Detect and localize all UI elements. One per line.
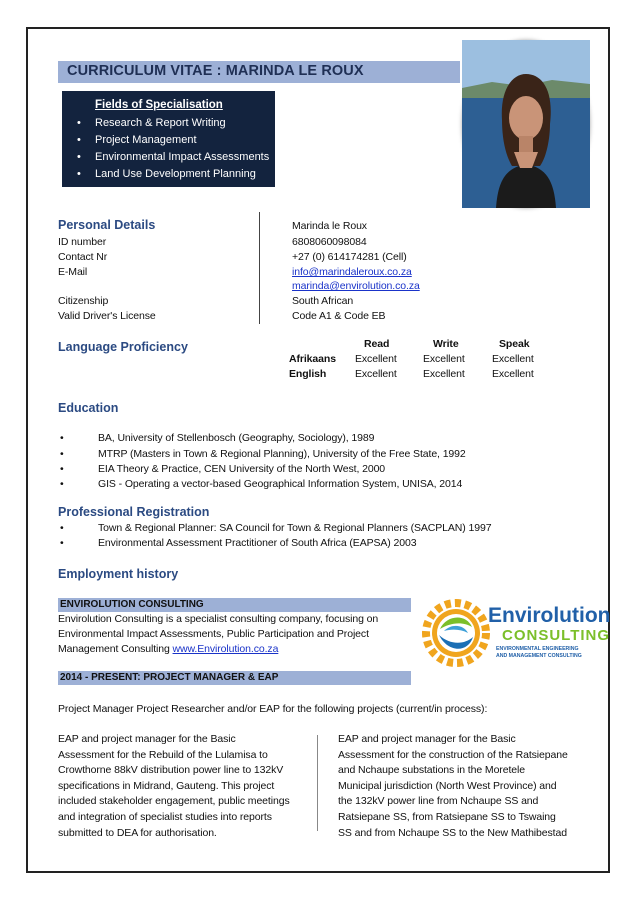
bullet-icon: • (77, 151, 81, 163)
bullet-icon: • (77, 117, 81, 129)
logo-text-3: ENVIRONMENTAL ENGINEERING (496, 646, 579, 652)
column-divider (317, 735, 318, 831)
lang-english-read: Excellent (355, 368, 397, 380)
position-band (58, 671, 411, 685)
id-value: 6808060098084 (292, 236, 367, 248)
cv-title: CURRICULUM VITAE : MARINDA LE ROUX (67, 63, 364, 79)
company-desc-line2: Environmental Impact Assessments, Public Participation and Project (58, 628, 369, 640)
position-title: 2014 - PRESENT: PROJECT MANAGER & EAP (60, 672, 279, 683)
company-website-link[interactable]: www.Envirolution.co.za (172, 643, 279, 655)
fields-title: Fields of Specialisation (95, 99, 223, 111)
personal-name: Marinda le Roux (292, 220, 367, 232)
list-item: • Environmental Impact Assessments (68, 149, 271, 166)
email-label: E-Mail (58, 266, 88, 278)
company-desc-line3: Management Consulting www.Envirolution.co.za (58, 643, 279, 655)
fields-list (68, 115, 271, 183)
email-link-marinda[interactable]: marinda@envirolution.co.za (292, 280, 420, 292)
lang-english-write: Excellent (423, 368, 465, 380)
email-link-info[interactable]: info@marindaleroux.co.za (292, 266, 412, 278)
company-desc-line1: Envirolution Consulting is a specialist consulting company, focusing on (58, 613, 379, 625)
bullet-icon: • (77, 168, 81, 180)
license-value: Code A1 & Code EB (292, 310, 386, 322)
envirolution-logo (418, 592, 611, 674)
company-name: ENVIROLUTION CONSULTING (60, 599, 204, 610)
contact-label: Contact Nr (58, 251, 108, 263)
contact-value: +27 (0) 614174281 (Cell) (292, 251, 407, 263)
citizenship-value: South African (292, 295, 354, 307)
language-heading: Language Proficiency (58, 340, 188, 354)
logo-text-2: CONSULTING (502, 627, 611, 644)
lang-col-read: Read (364, 338, 390, 350)
lang-afrikaans: Afrikaans (289, 353, 336, 365)
lang-afrikaans-read: Excellent (355, 353, 397, 365)
bullet-icon: • (77, 134, 81, 146)
fields-of-specialisation-box (62, 91, 275, 187)
project-right: EAP and project manager for the Basic Assessment for the construction of the Ratsiepane and Nchaupe substations in the Moretele Municipal jurisdiction (North West Province) and the 132kV power line from Nchaupe SS and Ratsiepane SS, from Ratsiepane SS to Tswaing SS and from Nchaupe SS to the New Mathibestad (338, 733, 568, 839)
license-label: Valid Driver's License (58, 310, 156, 322)
lang-afrikaans-write: Excellent (423, 353, 465, 365)
profile-photo (462, 40, 590, 208)
lang-col-write: Write (433, 338, 459, 350)
projects-intro: Project Manager Project Researcher and/or EAP for the following projects (current/in process): (58, 703, 488, 715)
registration-heading: Professional Registration (58, 505, 210, 519)
id-label: ID number (58, 236, 107, 248)
employment-heading: Employment history (58, 567, 179, 581)
citizenship-label: Citizenship (58, 295, 109, 307)
title-bar (58, 61, 460, 83)
personal-divider (259, 212, 260, 324)
education-heading: Education (58, 401, 119, 415)
logo-text-4: AND MANAGEMENT CONSULTING (496, 653, 582, 659)
logo-text-1: Envirolution (488, 604, 611, 627)
project-left: EAP and project manager for the Basic Assessment for the Rebuild of the Lulamisa to Crowthorne 88kV distribution power line to 132kV specifications in Midrand, Gauteng. This project included stakeholder engagement, public meetings and integration of specialist studies into reports submitted to DEA for authorisation. (58, 733, 290, 839)
lang-english: English (289, 368, 327, 380)
list-item: • Project Management (68, 132, 271, 149)
personal-details-heading: Personal Details (58, 218, 156, 232)
lang-afrikaans-speak: Excellent (492, 353, 534, 365)
lang-english-speak: Excellent (492, 368, 534, 380)
company-band (58, 598, 411, 612)
list-item: • Research & Report Writing (68, 115, 271, 132)
lang-col-speak: Speak (499, 338, 530, 350)
list-item: • Land Use Development Planning (68, 166, 271, 183)
